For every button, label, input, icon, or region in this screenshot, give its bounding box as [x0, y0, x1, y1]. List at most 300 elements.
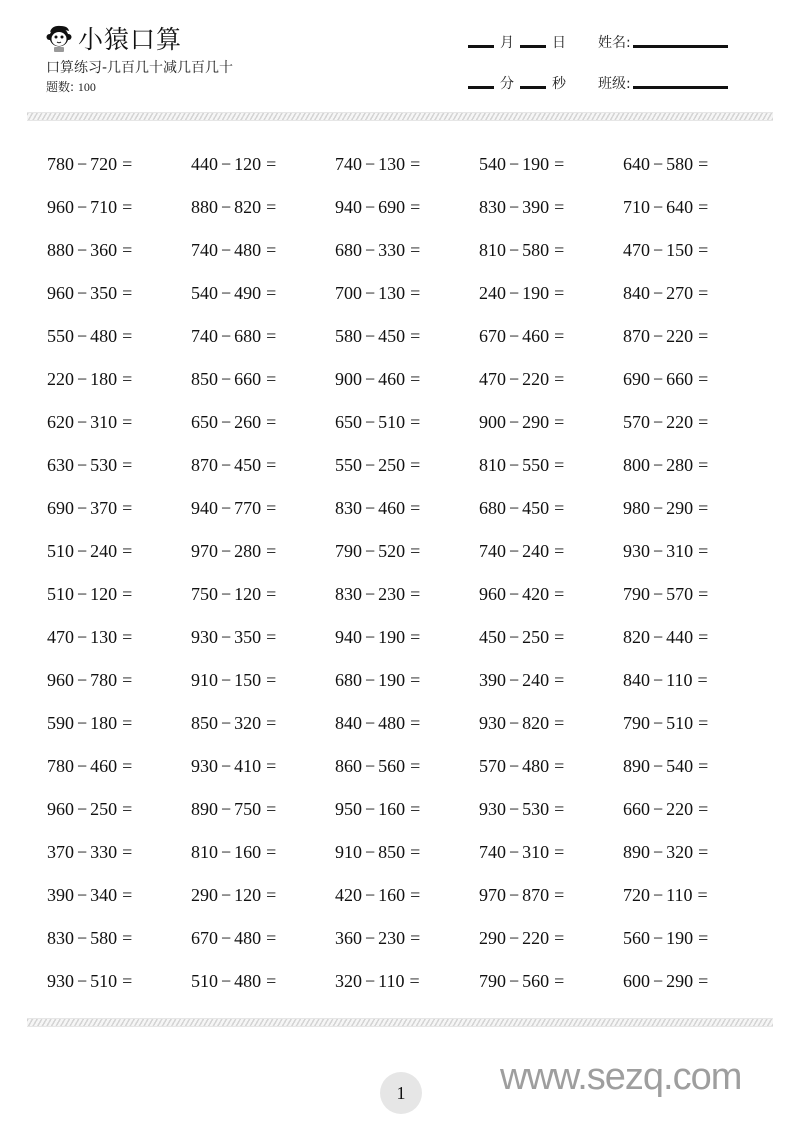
minuend: 930 — [479, 713, 506, 733]
minuend: 240 — [479, 283, 506, 303]
equals-sign: = — [554, 713, 565, 733]
minus-sign: − — [221, 885, 232, 905]
problem-row — [47, 831, 767, 874]
problem-item — [479, 326, 623, 347]
problem-item — [191, 928, 335, 949]
minuend: 510 — [191, 971, 218, 991]
minuend: 900 — [335, 369, 362, 389]
problem-item — [479, 713, 623, 734]
subtrahend: 660 — [234, 369, 262, 389]
equals-sign: = — [698, 971, 709, 991]
minuend: 220 — [47, 369, 74, 389]
equals-sign: = — [698, 627, 709, 647]
subtrahend: 560 — [378, 756, 406, 776]
minuend: 930 — [623, 541, 650, 561]
equals-sign: = — [698, 240, 709, 260]
equals-sign: = — [266, 713, 277, 733]
equals-sign: = — [698, 928, 709, 948]
minus-sign: − — [221, 928, 232, 948]
minuend: 670 — [191, 928, 218, 948]
minus-sign: − — [77, 928, 88, 948]
minuend: 740 — [191, 240, 218, 260]
name-blank[interactable] — [633, 45, 728, 48]
problem-row — [47, 143, 767, 186]
minuend: 450 — [479, 627, 506, 647]
problem-item — [191, 412, 335, 433]
problem-item — [479, 971, 623, 992]
minus-sign: − — [653, 670, 664, 690]
minuend: 620 — [47, 412, 74, 432]
problem-item — [47, 713, 191, 734]
brand-logo — [44, 20, 182, 56]
equals-sign: = — [554, 799, 565, 819]
subtrahend: 220 — [522, 369, 550, 389]
problem-item — [623, 369, 767, 390]
equals-sign: = — [698, 584, 709, 604]
subtrahend: 190 — [666, 928, 694, 948]
problem-item — [623, 670, 767, 691]
problem-item — [191, 713, 335, 734]
problem-grid — [47, 143, 767, 1003]
minus-sign: − — [221, 799, 232, 819]
problem-item — [47, 799, 191, 820]
subtrahend: 120 — [234, 885, 262, 905]
subtrahend: 520 — [378, 541, 406, 561]
equals-sign: = — [698, 756, 709, 776]
problem-item — [47, 842, 191, 863]
minuend: 960 — [47, 283, 74, 303]
subtrahend: 130 — [90, 627, 118, 647]
minus-sign: − — [221, 971, 232, 991]
minus-sign: − — [365, 369, 376, 389]
problem-item — [335, 928, 479, 949]
subtrahend: 160 — [378, 885, 406, 905]
equals-sign: = — [122, 326, 133, 346]
minus-sign: − — [509, 928, 520, 948]
minuend: 640 — [623, 154, 650, 174]
problem-item — [623, 498, 767, 519]
problem-item — [47, 455, 191, 476]
minus-sign: − — [221, 369, 232, 389]
minus-sign: − — [509, 283, 520, 303]
equals-sign: = — [554, 928, 565, 948]
problem-item — [191, 283, 335, 304]
subtrahend: 120 — [90, 584, 118, 604]
equals-sign: = — [410, 455, 421, 475]
problem-row — [47, 487, 767, 530]
subtrahend: 720 — [90, 154, 118, 174]
equals-sign: = — [410, 412, 421, 432]
minuend: 690 — [47, 498, 74, 518]
equals-sign: = — [410, 627, 421, 647]
minuend: 940 — [335, 197, 362, 217]
equals-sign: = — [554, 842, 565, 862]
subtrahend: 110 — [378, 971, 405, 991]
month-blank[interactable] — [468, 45, 494, 48]
minuend: 710 — [623, 197, 650, 217]
equals-sign: = — [266, 756, 277, 776]
subtrahend: 280 — [234, 541, 262, 561]
minus-sign: − — [653, 584, 664, 604]
minus-sign: − — [77, 627, 88, 647]
problem-item — [479, 197, 623, 218]
minus-sign: − — [365, 670, 376, 690]
minus-sign: − — [77, 498, 88, 518]
subtrahend: 260 — [234, 412, 262, 432]
subtrahend: 580 — [90, 928, 118, 948]
minuend: 470 — [623, 240, 650, 260]
minuend: 570 — [623, 412, 650, 432]
minuend: 320 — [335, 971, 362, 991]
equals-sign: = — [122, 412, 133, 432]
equals-sign: = — [554, 541, 565, 561]
subtrahend: 490 — [234, 283, 262, 303]
equals-sign: = — [122, 541, 133, 561]
subtrahend: 770 — [234, 498, 262, 518]
minus-sign: − — [365, 584, 376, 604]
minus-sign: − — [221, 842, 232, 862]
class-blank[interactable] — [633, 86, 728, 89]
equals-sign: = — [122, 498, 133, 518]
subtrahend: 230 — [378, 584, 406, 604]
problem-item — [191, 799, 335, 820]
equals-sign: = — [122, 154, 133, 174]
minus-sign: − — [365, 240, 376, 260]
minus-sign: − — [221, 455, 232, 475]
problem-row — [47, 659, 767, 702]
minuend: 360 — [335, 928, 362, 948]
problem-item — [191, 885, 335, 906]
subtrahend: 110 — [666, 670, 693, 690]
problem-item — [191, 584, 335, 605]
problem-item — [47, 326, 191, 347]
monkey-mascot-icon — [44, 23, 74, 53]
minuend: 830 — [479, 197, 506, 217]
problem-item — [335, 498, 479, 519]
subtrahend: 450 — [234, 455, 262, 475]
minus-sign: − — [653, 971, 664, 991]
minus-sign: − — [77, 584, 88, 604]
problem-row — [47, 917, 767, 960]
subtrahend: 690 — [378, 197, 406, 217]
problem-item — [47, 971, 191, 992]
minus-sign: − — [509, 369, 520, 389]
problem-item — [623, 455, 767, 476]
minuend: 540 — [191, 283, 218, 303]
equals-sign: = — [122, 369, 133, 389]
minus-sign: − — [509, 756, 520, 776]
equals-sign: = — [554, 240, 565, 260]
minus-sign: − — [365, 541, 376, 561]
minuend: 860 — [335, 756, 362, 776]
minus-sign: − — [653, 455, 664, 475]
equals-sign: = — [697, 885, 708, 905]
equals-sign: = — [410, 584, 421, 604]
subtrahend: 560 — [522, 971, 550, 991]
subtrahend: 160 — [234, 842, 262, 862]
minuend: 810 — [191, 842, 218, 862]
subtrahend: 480 — [522, 756, 550, 776]
equals-sign: = — [122, 197, 133, 217]
problem-item — [623, 842, 767, 863]
problem-item — [191, 197, 335, 218]
minus-sign: − — [365, 799, 376, 819]
minuend: 550 — [335, 455, 362, 475]
minuend: 630 — [47, 455, 74, 475]
minus-sign: − — [77, 713, 88, 733]
minus-sign: − — [509, 541, 520, 561]
subtrahend: 510 — [666, 713, 694, 733]
subtrahend: 250 — [90, 799, 118, 819]
subtrahend: 480 — [234, 971, 262, 991]
subtrahend: 350 — [90, 283, 118, 303]
problem-item — [191, 842, 335, 863]
subtrahend: 330 — [90, 842, 118, 862]
problem-item — [47, 670, 191, 691]
problem-item — [623, 584, 767, 605]
equals-sign: = — [266, 326, 277, 346]
problem-item — [191, 154, 335, 175]
subtrahend: 420 — [522, 584, 550, 604]
problem-row — [47, 960, 767, 1003]
equals-sign: = — [698, 326, 709, 346]
minus-sign: − — [221, 670, 232, 690]
problem-row — [47, 530, 767, 573]
equals-sign: = — [410, 670, 421, 690]
minus-sign: − — [653, 928, 664, 948]
minuend: 810 — [479, 240, 506, 260]
minus-sign: − — [77, 799, 88, 819]
subtrahend: 190 — [378, 627, 406, 647]
equals-sign: = — [266, 498, 277, 518]
minus-sign: − — [365, 713, 376, 733]
problem-item — [623, 799, 767, 820]
minus-sign: − — [77, 197, 88, 217]
subtrahend: 180 — [90, 369, 118, 389]
minuend: 930 — [191, 627, 218, 647]
problem-item — [335, 627, 479, 648]
equals-sign: = — [698, 713, 709, 733]
equals-sign: = — [122, 799, 133, 819]
problem-item — [479, 541, 623, 562]
subtrahend: 570 — [666, 584, 694, 604]
equals-sign: = — [410, 369, 421, 389]
problem-item — [479, 885, 623, 906]
problem-item — [47, 584, 191, 605]
minuend: 900 — [479, 412, 506, 432]
problem-item — [623, 756, 767, 777]
minus-sign: − — [365, 154, 376, 174]
subtrahend: 270 — [666, 283, 694, 303]
problem-item — [623, 240, 767, 261]
minus-sign: − — [653, 498, 664, 518]
equals-sign: = — [698, 369, 709, 389]
day-blank[interactable] — [520, 45, 546, 48]
minuend: 510 — [47, 584, 74, 604]
subtrahend: 450 — [378, 326, 406, 346]
problem-row — [47, 702, 767, 745]
minus-sign: − — [77, 154, 88, 174]
minuend: 940 — [335, 627, 362, 647]
minus-sign: − — [221, 756, 232, 776]
minus-sign: − — [509, 670, 520, 690]
minus-sign: − — [653, 885, 664, 905]
problem-item — [191, 971, 335, 992]
problem-item — [479, 154, 623, 175]
subtrahend: 780 — [90, 670, 118, 690]
problem-row — [47, 788, 767, 831]
equals-sign: = — [554, 971, 565, 991]
subtrahend: 220 — [522, 928, 550, 948]
subtrahend: 480 — [90, 326, 118, 346]
equals-sign: = — [410, 541, 421, 561]
equals-sign: = — [266, 541, 277, 561]
minute-label: 分 — [500, 76, 514, 92]
equals-sign: = — [122, 842, 133, 862]
problem-item — [335, 412, 479, 433]
minuend: 830 — [47, 928, 74, 948]
page-number: 1 — [396, 1082, 406, 1103]
subtrahend: 250 — [522, 627, 550, 647]
problem-count-label: 题数: — [46, 80, 75, 94]
minuend: 790 — [335, 541, 362, 561]
problem-row — [47, 444, 767, 487]
problem-item — [479, 928, 623, 949]
subtrahend: 120 — [234, 584, 262, 604]
minuend: 790 — [623, 713, 650, 733]
problem-count — [46, 78, 96, 95]
equals-sign: = — [554, 197, 565, 217]
minuend: 960 — [47, 799, 74, 819]
problem-item — [479, 756, 623, 777]
equals-sign: = — [698, 455, 709, 475]
minuend: 700 — [335, 283, 362, 303]
problem-item — [479, 842, 623, 863]
minuend: 470 — [479, 369, 506, 389]
problem-row — [47, 358, 767, 401]
problem-item — [47, 283, 191, 304]
equals-sign: = — [266, 154, 277, 174]
subtrahend: 540 — [666, 756, 694, 776]
equals-sign: = — [410, 240, 421, 260]
minus-sign: − — [221, 412, 232, 432]
equals-sign: = — [698, 799, 709, 819]
minute-blank[interactable] — [468, 86, 494, 89]
subtrahend: 180 — [90, 713, 118, 733]
subtrahend: 460 — [522, 326, 550, 346]
problem-item — [47, 928, 191, 949]
minus-sign: − — [77, 326, 88, 346]
minus-sign: − — [365, 627, 376, 647]
minuend: 830 — [335, 498, 362, 518]
subtrahend: 320 — [234, 713, 262, 733]
problem-item — [335, 756, 479, 777]
minuend: 390 — [479, 670, 506, 690]
minuend: 820 — [623, 627, 650, 647]
subtrahend: 330 — [378, 240, 406, 260]
problem-item — [479, 369, 623, 390]
problem-item — [335, 842, 479, 863]
minus-sign: − — [653, 756, 664, 776]
minus-sign: − — [77, 670, 88, 690]
problem-item — [335, 799, 479, 820]
minus-sign: − — [221, 240, 232, 260]
subtrahend: 820 — [522, 713, 550, 733]
equals-sign: = — [697, 670, 708, 690]
name-field — [598, 32, 734, 52]
minus-sign: − — [365, 326, 376, 346]
problem-item — [47, 756, 191, 777]
minus-sign: − — [365, 455, 376, 475]
minus-sign: − — [653, 369, 664, 389]
minus-sign: − — [77, 971, 88, 991]
problem-item — [623, 326, 767, 347]
problem-item — [335, 584, 479, 605]
subtrahend: 460 — [378, 498, 406, 518]
equals-sign: = — [122, 713, 133, 733]
subtrahend: 850 — [378, 842, 406, 862]
second-blank[interactable] — [520, 86, 546, 89]
minuend: 290 — [191, 885, 218, 905]
equals-sign: = — [410, 154, 421, 174]
minuend: 970 — [191, 541, 218, 561]
minuend: 810 — [479, 455, 506, 475]
equals-sign: = — [554, 756, 565, 776]
minus-sign: − — [653, 799, 664, 819]
equals-sign: = — [266, 240, 277, 260]
equals-sign: = — [554, 369, 565, 389]
equals-sign: = — [266, 369, 277, 389]
equals-sign: = — [698, 412, 709, 432]
subtrahend: 710 — [90, 197, 118, 217]
minuend: 720 — [623, 885, 650, 905]
minuend: 970 — [479, 885, 506, 905]
minuend: 800 — [623, 455, 650, 475]
problem-row — [47, 573, 767, 616]
minuend: 840 — [623, 670, 650, 690]
minus-sign: − — [77, 885, 88, 905]
problem-item — [47, 541, 191, 562]
equals-sign: = — [122, 627, 133, 647]
minuend: 590 — [47, 713, 74, 733]
subtrahend: 480 — [234, 240, 262, 260]
minus-sign: − — [77, 412, 88, 432]
subtrahend: 190 — [522, 154, 550, 174]
minuend: 870 — [191, 455, 218, 475]
equals-sign: = — [698, 154, 709, 174]
minuend: 660 — [623, 799, 650, 819]
minus-sign: − — [509, 154, 520, 174]
class-label: 班级: — [598, 76, 631, 92]
problem-row — [47, 616, 767, 659]
minuend: 470 — [47, 627, 74, 647]
problem-item — [335, 283, 479, 304]
subtrahend: 640 — [666, 197, 694, 217]
minus-sign: − — [221, 541, 232, 561]
minuend: 750 — [191, 584, 218, 604]
problem-item — [335, 455, 479, 476]
minus-sign: − — [653, 283, 664, 303]
minus-sign: − — [365, 971, 376, 991]
minuend: 850 — [191, 713, 218, 733]
minus-sign: − — [77, 756, 88, 776]
equals-sign: = — [698, 197, 709, 217]
problem-item — [335, 670, 479, 691]
problem-item — [479, 240, 623, 261]
second-label: 秒 — [552, 76, 566, 92]
equals-sign: = — [698, 541, 709, 561]
problem-item — [335, 885, 479, 906]
